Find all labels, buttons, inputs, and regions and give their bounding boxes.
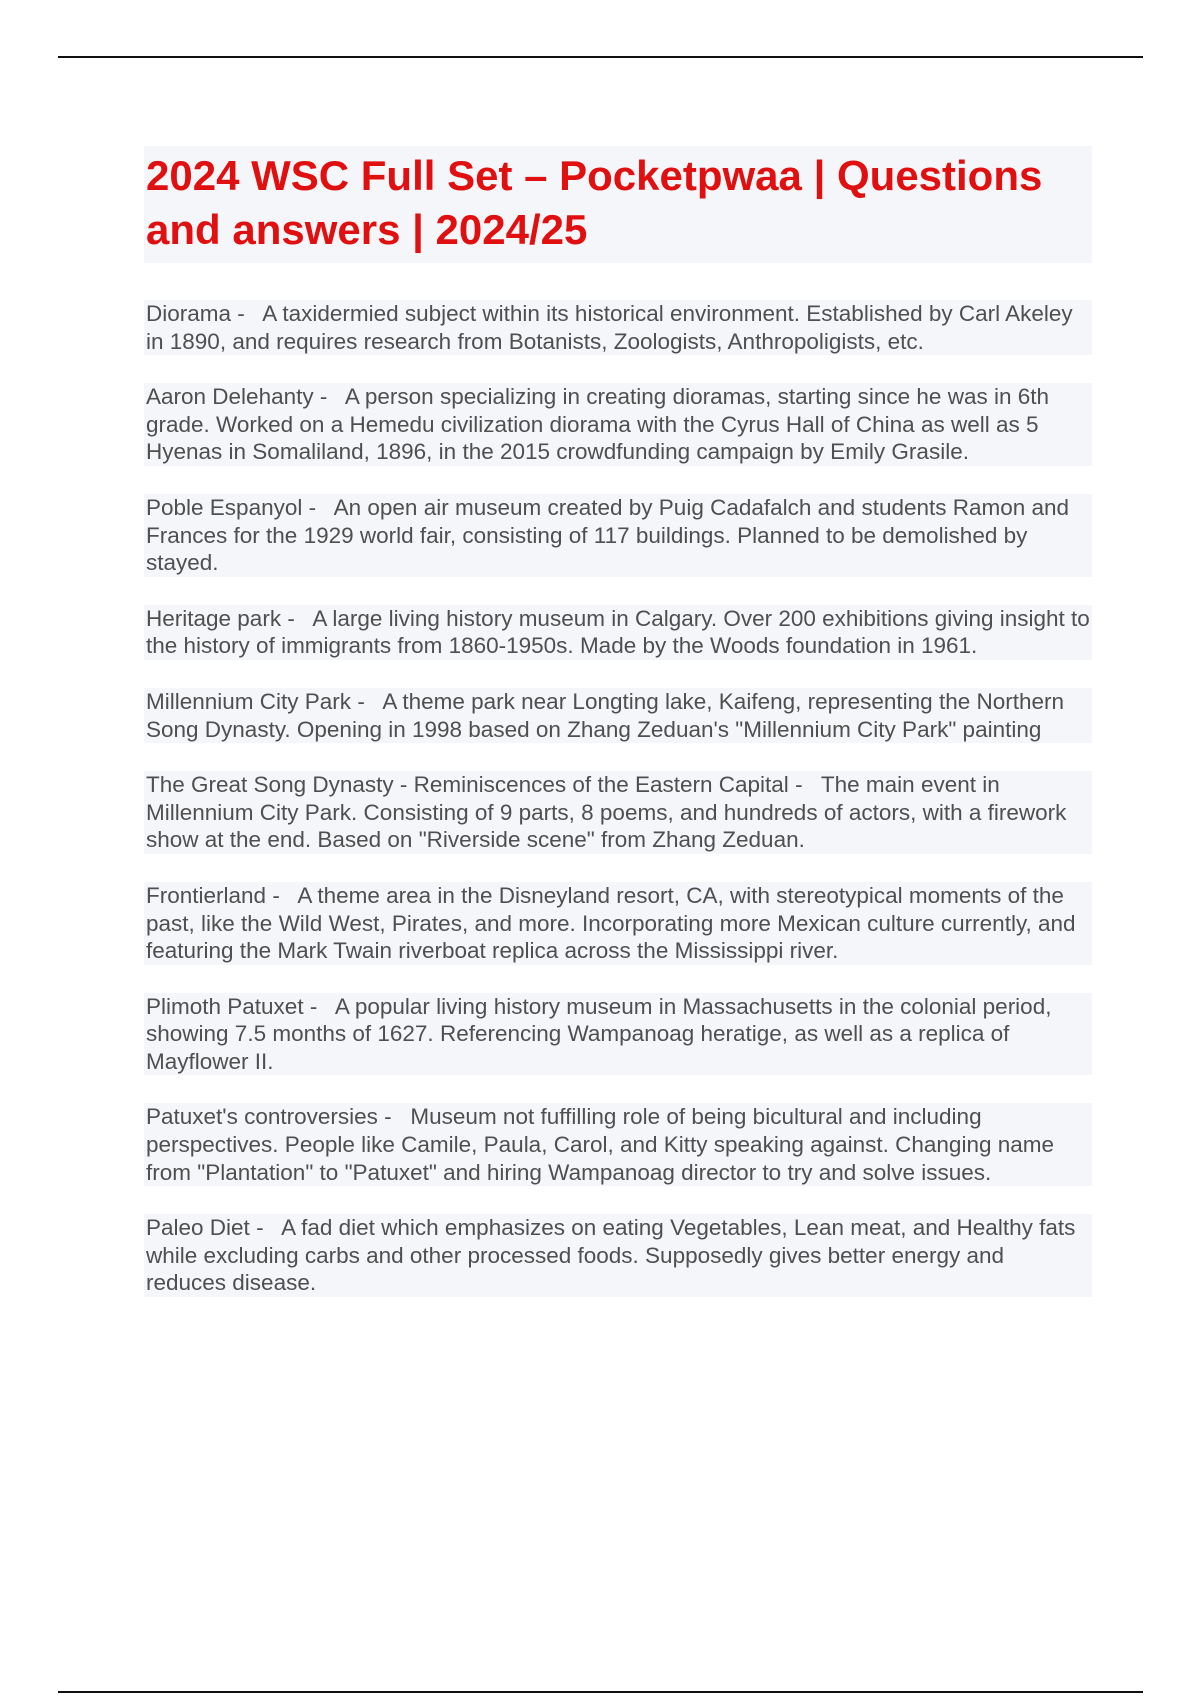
entry-separator: -: [266, 882, 298, 908]
entry-item: [144, 383, 1092, 466]
entry-item: [144, 300, 1092, 355]
entry-definition: A large living history museum in Calgary. Over 200 exhibitions giving insight to the history of immigrants from 1860-1950s. Made by the Woods foundation in 1961.: [146, 605, 1090, 659]
entry-item: [144, 771, 1092, 854]
entry-definition: Museum not fuffilling role of being bicultural and including perspectives. People like Camile, Paula, Carol, and Kitty speaking against. Changing name from "Plantation" to "Patuxet" and hiring Wampanoag director to try and solve issues.: [146, 1104, 1055, 1185]
entry-separator: -: [313, 384, 345, 410]
entry-term: Plimoth Patuxet: [146, 993, 304, 1019]
entry-item: [144, 605, 1092, 660]
entry-term: Heritage park: [146, 605, 282, 631]
entry-term: Poble Espanyol: [146, 494, 303, 520]
entry-definition: A theme park near Longting lake, Kaifeng, representing the Northern Song Dynasty. Opening in 1998 based on Zhang Zeduan's "Millennium City Park" painting: [146, 688, 1065, 742]
entry-term: Millennium City Park: [146, 688, 352, 714]
entry-item: [144, 1214, 1092, 1297]
entry-separator: -: [377, 1104, 411, 1130]
entry-definition: A taxidermied subject within its historical environment. Established by Carl Akeley in 1890, and requires research from Botanists, Zoologists, Anthropoligists, etc.: [146, 301, 1073, 354]
entry-term: Aaron Delehanty: [146, 384, 314, 410]
entry-definition: A person specializing in creating dioramas, starting since he was in 6th grade. Worked on a Hemedu civilization diorama with the Cyrus Hall of China as well as 5 Hyenas in Somaliland, 1896, in the 2015 crowdfunding campaign by Emily Grasile.: [146, 384, 1049, 465]
entry-definition: A theme area in the Disneyland resort, CA, with stereotypical moments of the past, like the Wild West, Pirates, and more. Incorporating more Mexican culture currently, and featuring the Mark Twain riverboat replica across the Mississippi river.: [146, 882, 1076, 964]
entry-separator: -: [351, 688, 383, 714]
entry-term: The Great Song Dynasty - Reminiscences of the Eastern Capital: [146, 772, 789, 798]
entry-separator: -: [231, 301, 263, 326]
entry-definition: A popular living history museum in Massachusetts in the colonial period, showing 7.5 months of 1627. Referencing Wampanoag heratige, as well as a replica of Mayflower II.: [146, 993, 1052, 1074]
entry-list: [144, 300, 1092, 1325]
entry-item: [144, 882, 1092, 965]
title-block: [144, 146, 1092, 263]
entry-separator: -: [303, 993, 335, 1019]
entry-term: Diorama: [146, 301, 232, 326]
entry-separator: -: [788, 772, 821, 798]
entry-definition: An open air museum created by Puig Cadafalch and students Ramon and Frances for the 1929 world fair, consisting of 117 buildings. Planned to be demolished by stayed.: [146, 494, 1070, 576]
bottom-rule: [58, 1691, 1143, 1693]
entry-separator: -: [249, 1215, 282, 1241]
entry-separator: -: [281, 605, 313, 631]
entry-term: Patuxet's controversies: [146, 1104, 378, 1130]
entry-term: Paleo Diet: [146, 1215, 250, 1241]
entry-item: [144, 1103, 1092, 1186]
entry-separator: -: [302, 494, 334, 520]
entry-definition: The main event in Millennium City Park. Consisting of 9 parts, 8 poems, and hundreds of actors, with a firework show at the end. Based on "Riverside scene" from Zhang Zeduan.: [146, 772, 1067, 853]
entry-term: Frontierland: [146, 882, 267, 908]
page-title: 2024 WSC Full Set – Pocketpwaa | Questions and answers | 2024/25: [146, 152, 1043, 253]
entry-item: [144, 993, 1092, 1076]
entry-item: [144, 688, 1092, 743]
entry-definition: A fad diet which emphasizes on eating Vegetables, Lean meat, and Healthy fats while excluding carbs and other processed foods. Supposedly gives better energy and reduces disease.: [146, 1215, 1076, 1296]
top-rule: [58, 56, 1143, 58]
entry-item: [144, 494, 1092, 577]
